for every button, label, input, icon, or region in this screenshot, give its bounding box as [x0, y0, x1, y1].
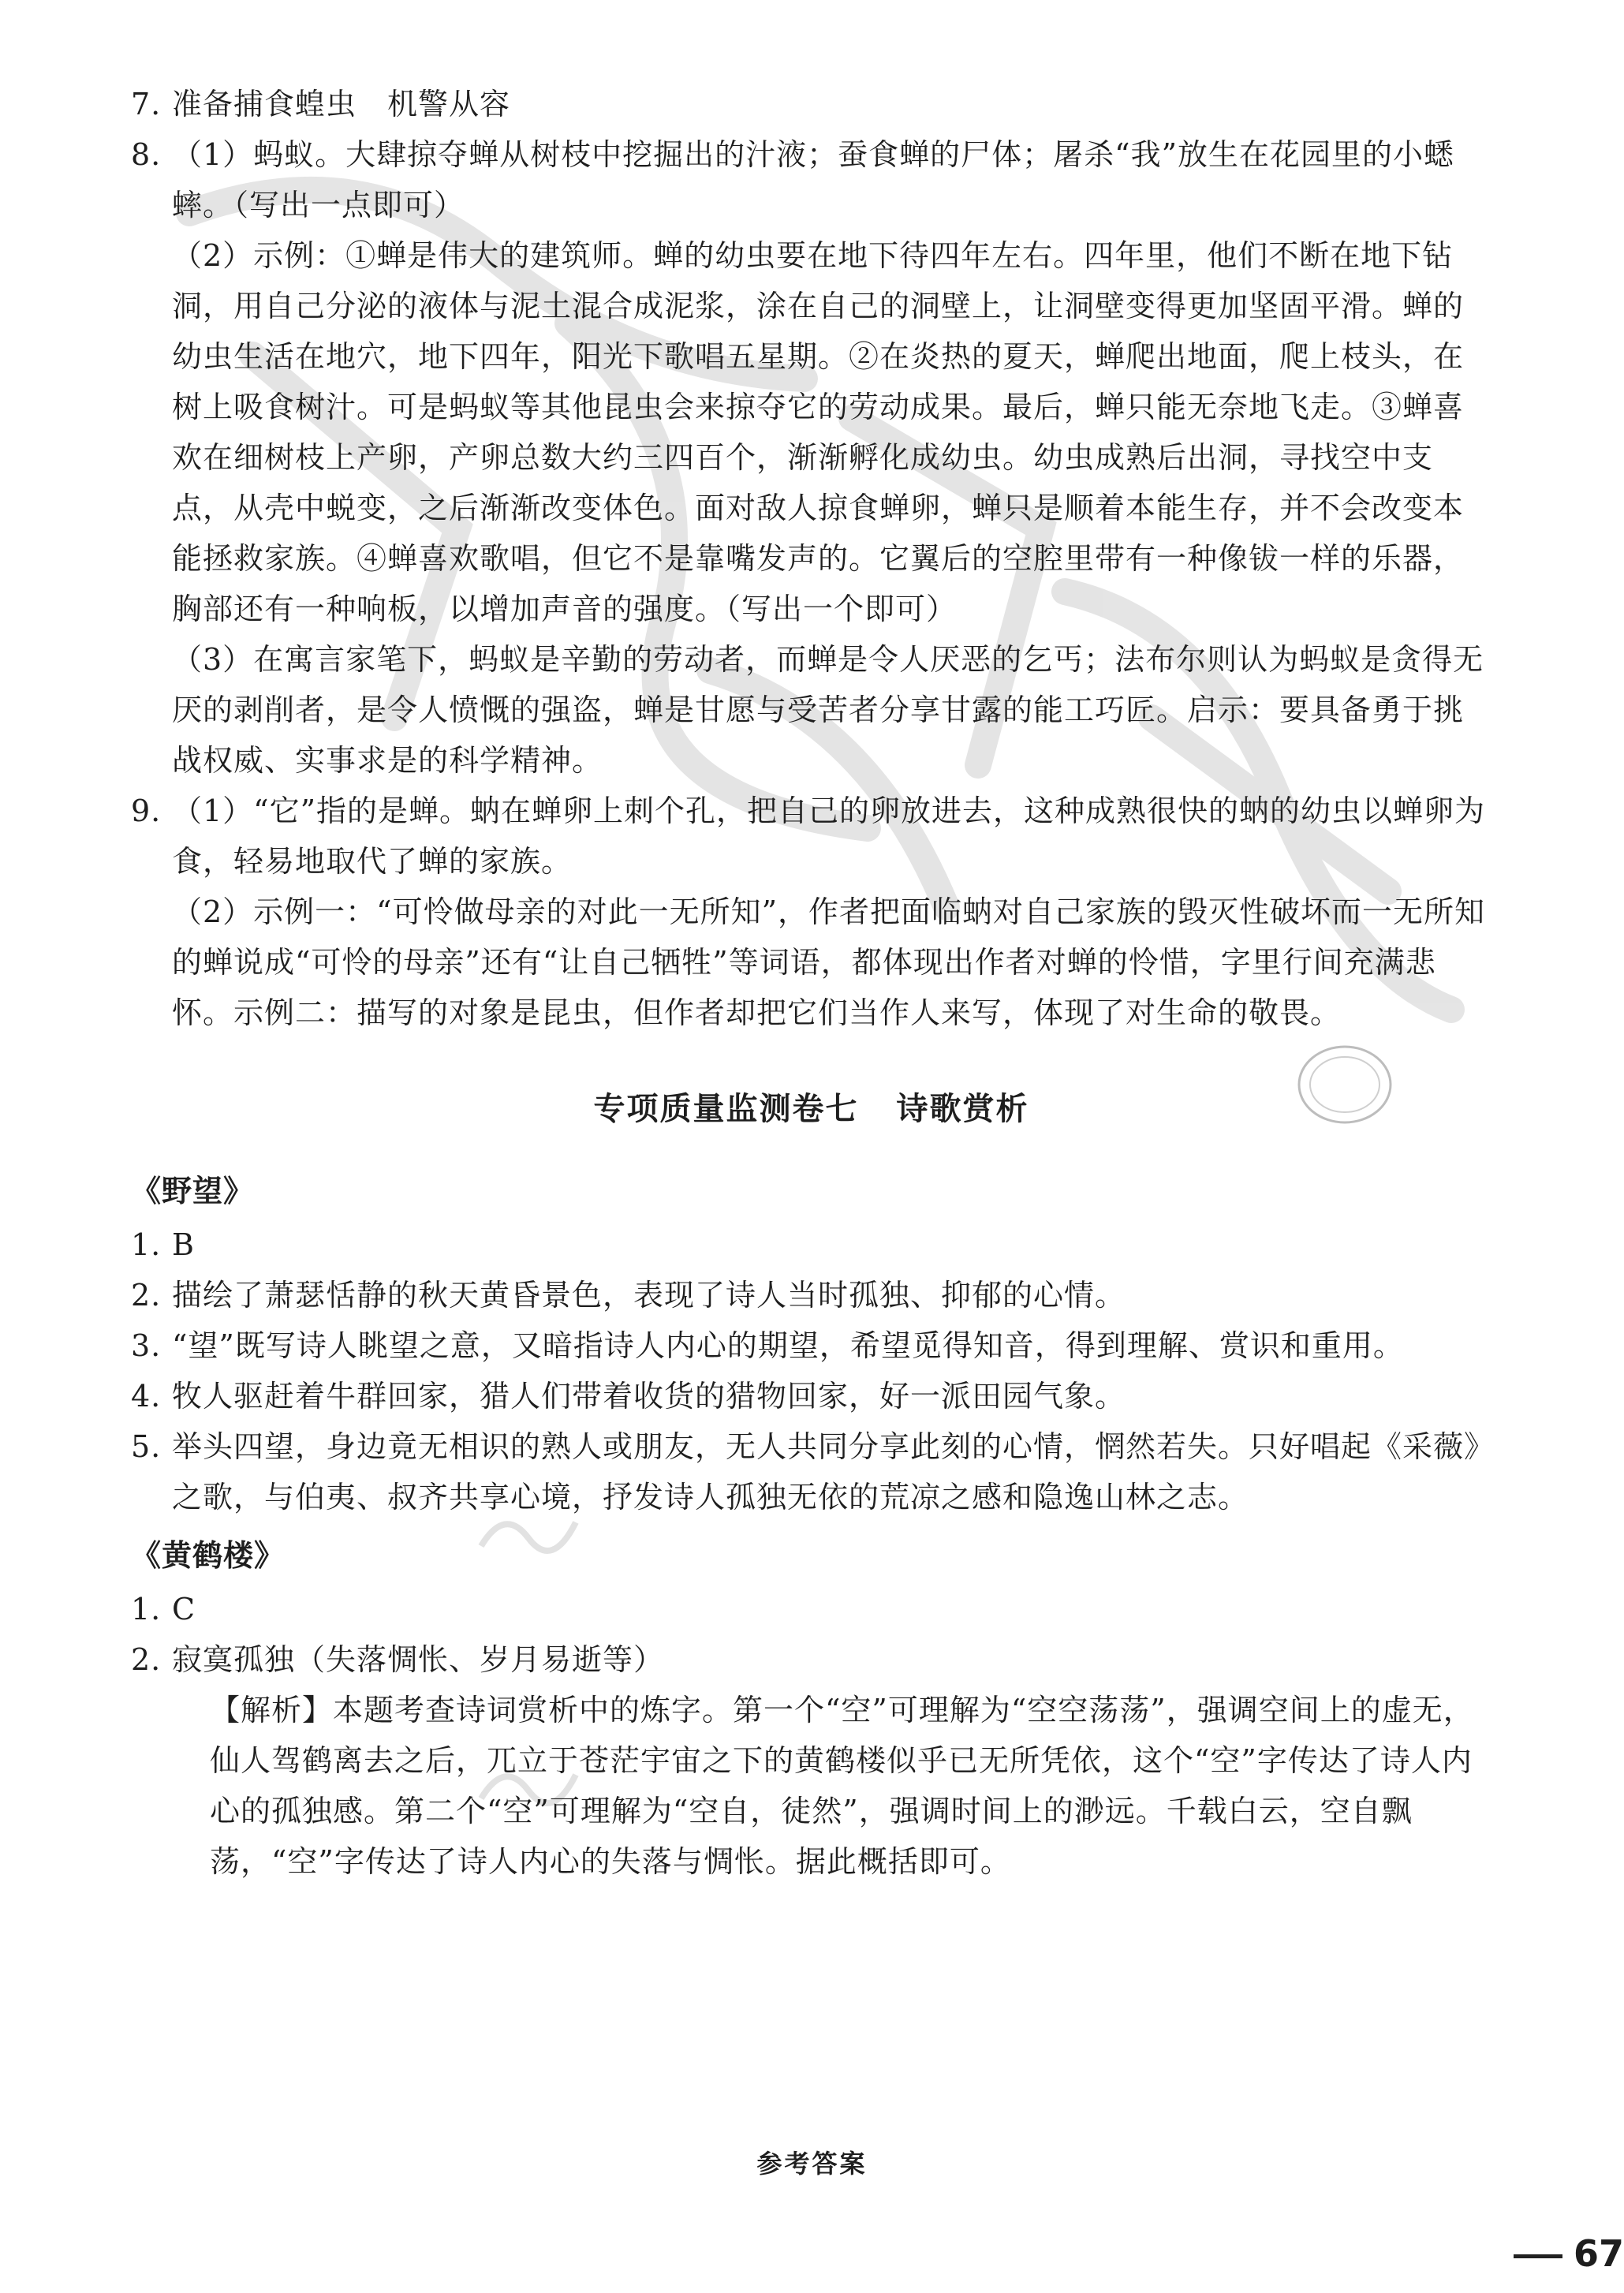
- question-number: 5.: [131, 1429, 162, 1464]
- answer-text: B: [172, 1227, 195, 1262]
- question-8-part-3: （3）在寓言家笔下，蚂蚁是辛勤的劳动者，而蝉是令人厌恶的乞丐；法布尔则认为蚂蚁是贪得无厌的剥削者，是令人愤慨的强盗，蝉是甘愿与受苦者分享甘露的能工巧匠。启示：要具备勇于挑战权威、实事求是的科学精神。: [172, 642, 1484, 778]
- question-number: 1.: [131, 1592, 162, 1626]
- question-7: [131, 79, 1491, 129]
- question-number: 1.: [131, 1227, 162, 1262]
- main-content: [131, 79, 1491, 1887]
- poem-huanghelou-question-2: [131, 1634, 1491, 1887]
- answer-text: 描绘了萧瑟恬静的秋天黄昏景色，表现了诗人当时孤独、抑郁的心情。: [172, 1278, 1126, 1313]
- question-number: 8.: [131, 137, 162, 172]
- answer-text: 准备捕食蝗虫 机警从容: [172, 87, 511, 121]
- section-title-main: 专项质量监测卷七: [593, 1090, 859, 1127]
- answer-text: 牧人驱赶着牛群回家，猎人们带着收货的猎物回家，好一派田园气象。: [172, 1379, 1126, 1414]
- poem-huanghelou-answers: [131, 1584, 1491, 1634]
- answer-text: （1）“它”指的是蝉。蚋在蝉卵上刺个孔，把自己的卵放进去，这种成熟很快的蚋的幼虫以蝉卵为食，轻易地取代了蝉的家族。: [172, 794, 1486, 879]
- list-item: [131, 1270, 1491, 1320]
- answer-text: 举头四望，身边竟无相识的熟人或朋友，无人共同分享此刻的心情，惘然若失。只好唱起《采薇》之歌，与伯夷、叔齐共享心境，抒发诗人孤独无依的荒凉之感和隐逸山林之志。: [172, 1429, 1480, 1514]
- page-number-dash: [1514, 2254, 1562, 2258]
- question-9-part-2: （2）示例一：“可怜做母亲的对此一无所知”，作者把面临蚋对自己家族的毁灭性破坏而一无所知的蝉说成“可怜的母亲”还有“让自己牺牲”等词语，都体现出作者对蝉的怜惜，字里行间充满悲怀。示例二：描写的对象是昆虫，但作者却把它们当作人来写，体现了对生命的敬畏。: [172, 894, 1486, 1030]
- list-item: [131, 1371, 1491, 1421]
- question-number: 4.: [131, 1379, 162, 1414]
- question-number: 9.: [131, 794, 162, 828]
- question-number: 7.: [131, 87, 162, 121]
- question-8-part-1: [131, 129, 1491, 230]
- list-item: [131, 1320, 1491, 1371]
- list-item: [131, 1219, 1491, 1270]
- list-item: [131, 1584, 1491, 1634]
- question-number: 2.: [131, 1278, 162, 1313]
- answer-text: C: [172, 1592, 196, 1626]
- question-number: 2.: [131, 1642, 162, 1677]
- question-9-part-1: [131, 786, 1491, 887]
- poem-title-huanghelou: 《黄鹤楼》: [131, 1537, 286, 1573]
- answer-text: “望”既写诗人眺望之意，又暗指诗人内心的期望，希望觅得知音，得到理解、赏识和重用。: [172, 1328, 1404, 1363]
- page-number: [1450, 2232, 1624, 2275]
- footer-label: 参考答案: [756, 2149, 868, 2179]
- analysis-text: 【解析】本题考查诗词赏析中的炼字。第一个“空”可理解为“空空荡荡”，强调空间上的虚无，仙人驾鹤离去之后，兀立于苍茫宇宙之下的黄鹤楼似乎已无所凭依，这个“空”字传达了诗人内心的孤独感。第二个“空”可理解为“空自，徒然”，强调时间上的渺远。千载白云，空自飘荡，“空”字传达了诗人内心的失落与惆怅。据此概括即可。: [210, 1693, 1474, 1879]
- answer-text: （1）蚂蚁。大肆掠夺蝉从树枝中挖掘出的汁液；蚕食蝉的尸体；屠杀“我”放生在花园里的小蟋蟀。（写出一点即可）: [172, 137, 1455, 222]
- poem-title-yewang: 《野望》: [131, 1173, 255, 1208]
- section-title-sub: 诗歌赏析: [896, 1090, 1029, 1127]
- section-title: [131, 1084, 1491, 1134]
- list-item: [131, 1421, 1491, 1522]
- question-8-part-2: （2）示例：①蝉是伟大的建筑师。蝉的幼虫要在地下待四年左右。四年里，他们不断在地下钻洞，用自己分泌的液体与泥土混合成泥浆，涂在自己的洞壁上，让洞壁变得更加坚固平滑。蝉的幼虫生活在地穴，地下四年，阳光下歌唱五星期。②在炎热的夏天，蝉爬出地面，爬上枝头，在树上吸食树汁。可是蚂蚁等其他昆虫会来掠夺它的劳动成果。最后，蝉只能无奈地飞走。③蝉喜欢在细树枝上产卵，产卵总数大约三四百个，渐渐孵化成幼虫。幼虫成熟后出洞，寻找空中支点，从壳中蜕变，之后渐渐改变体色。面对敌人掠食蝉卵，蝉只是顺着本能生存，并不会改变本能拯救家族。④蝉喜欢歌唱，但它不是靠嘴发声的。它翼后的空腔里带有一种像钹一样的乐器，胸部还有一种响板，以增加声音的强度。（写出一个即可）: [172, 238, 1465, 626]
- page-number-text: 67: [1573, 2232, 1624, 2275]
- poem-yewang-answers: [131, 1219, 1491, 1522]
- answer-text: 寂寞孤独（失落惆怅、岁月易逝等）: [172, 1642, 665, 1677]
- question-number: 3.: [131, 1328, 162, 1363]
